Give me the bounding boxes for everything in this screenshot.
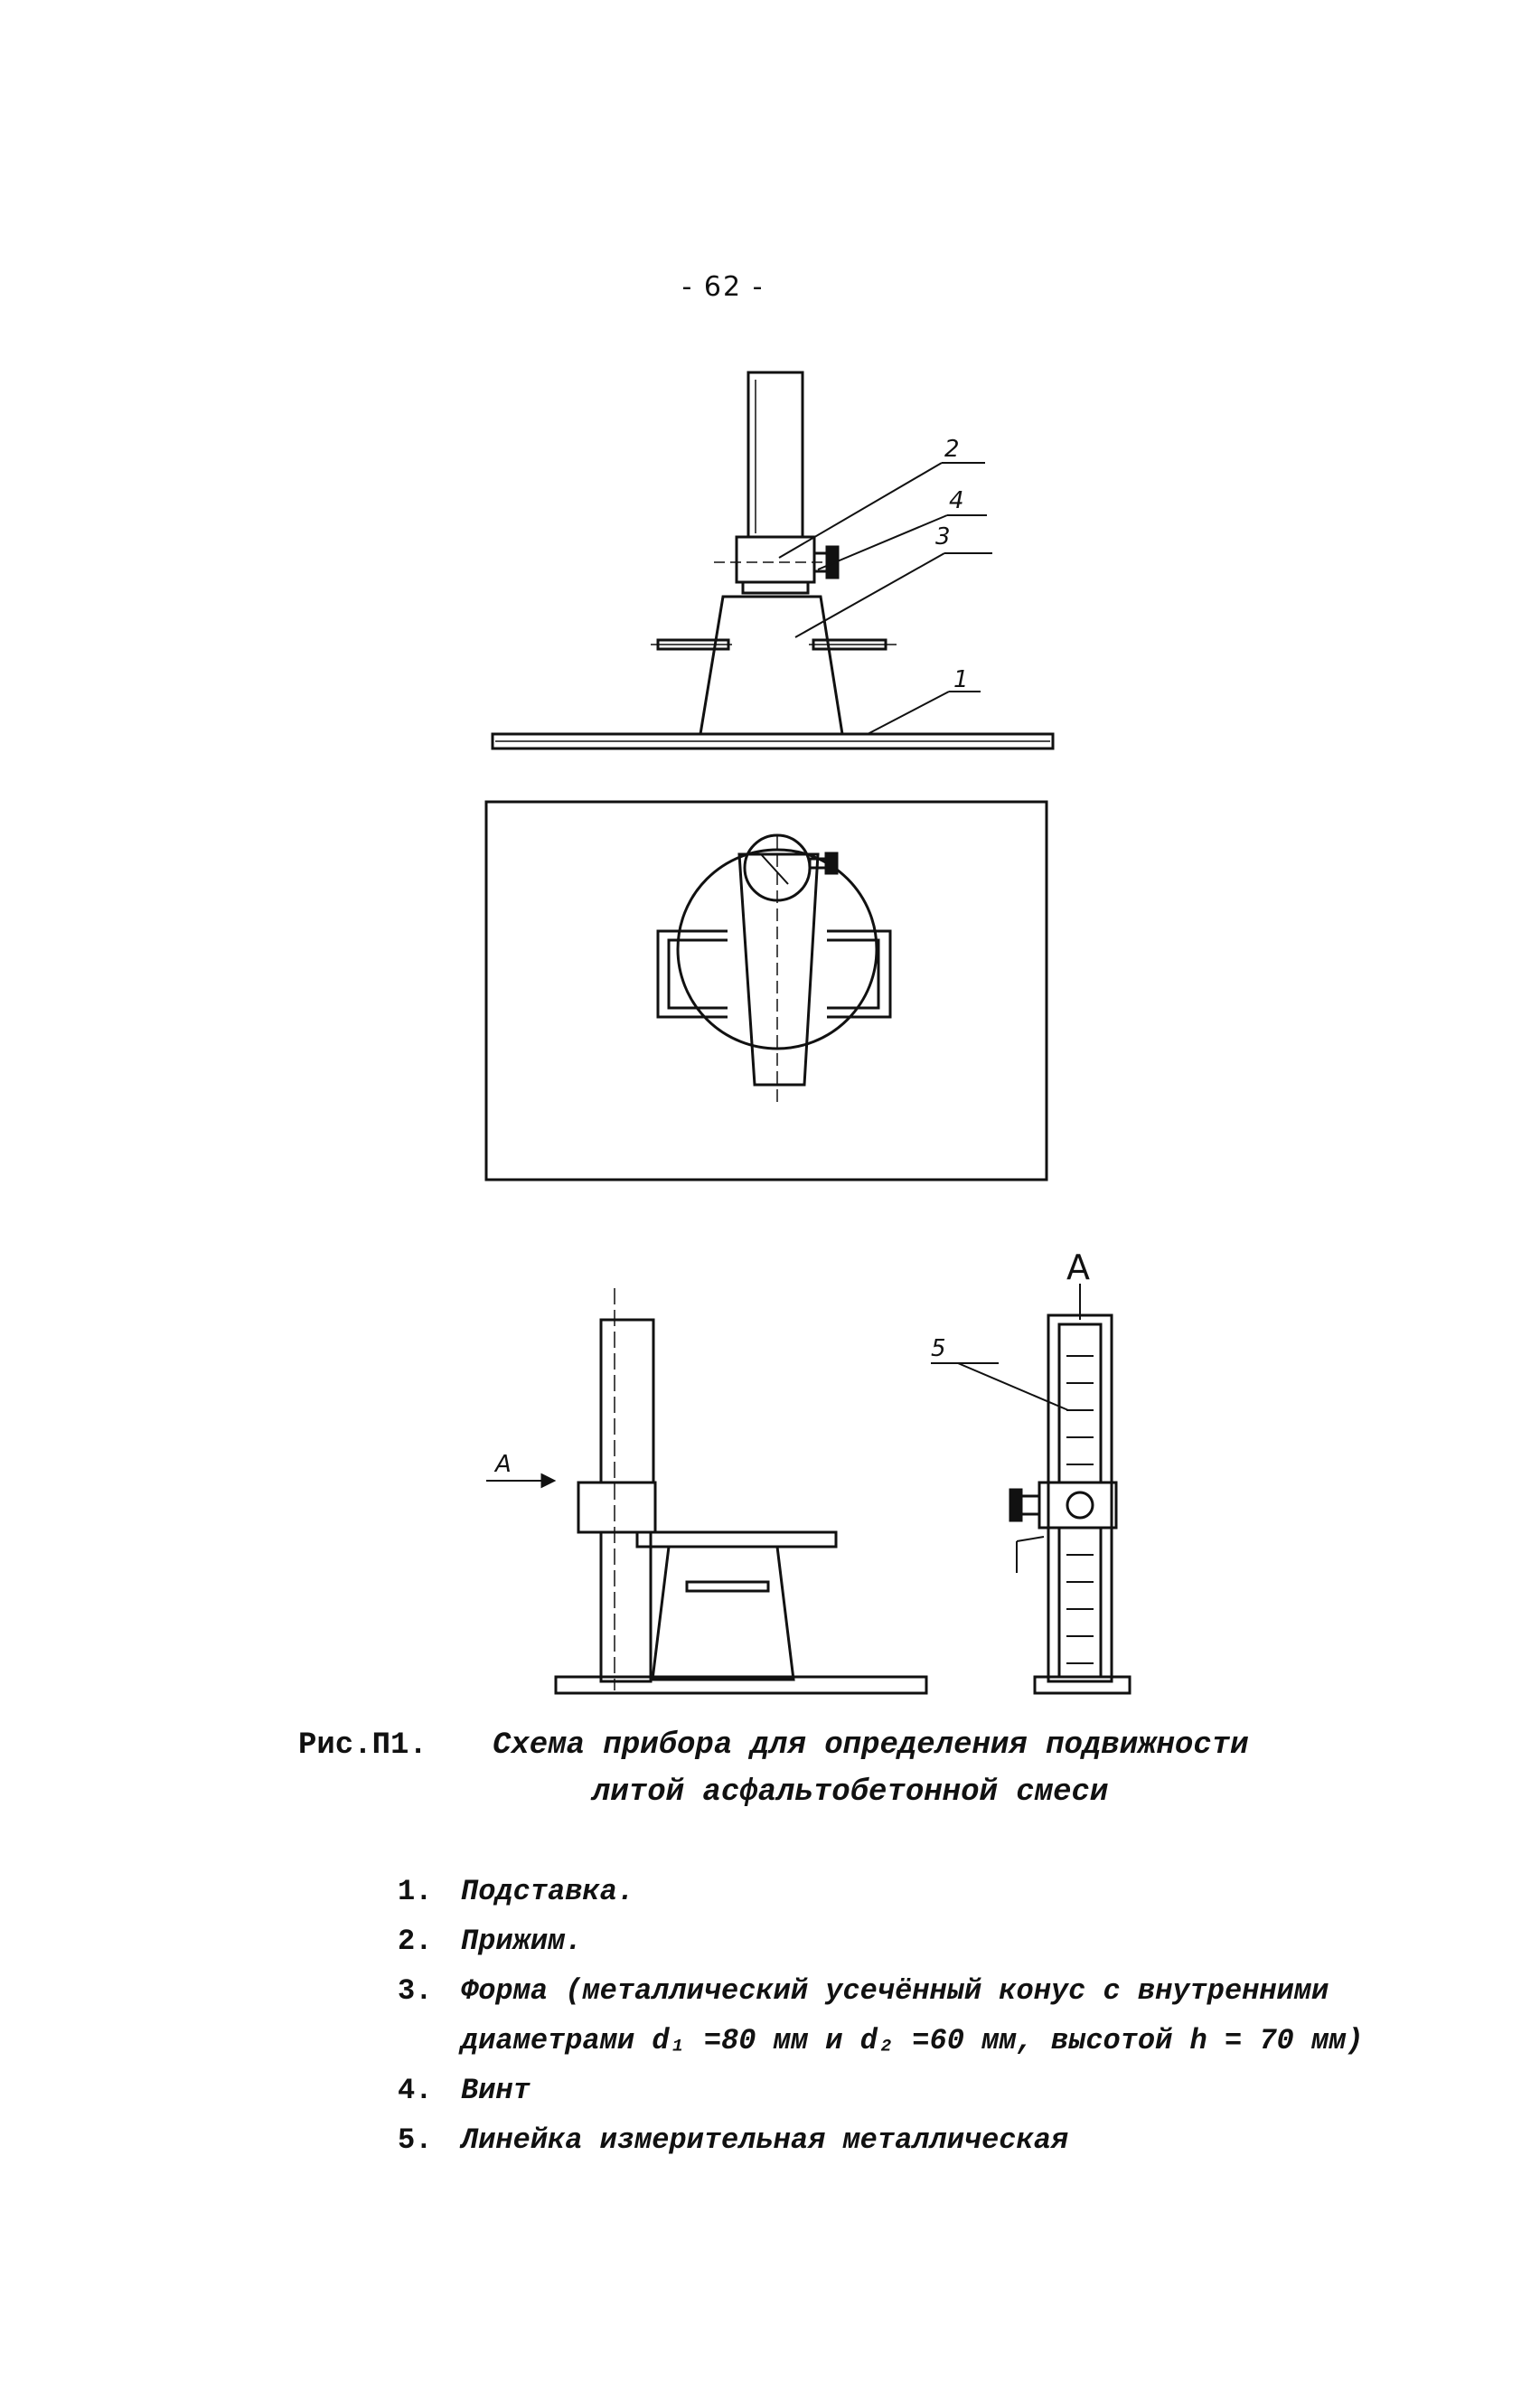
legend-list (398, 1867, 1410, 2165)
legend-item-text: Форма (металлический усечённый конус с внутренними диаметрами d₁ =80 мм и d₂ =60 мм, высотой h = 70 мм) (461, 1974, 1364, 2057)
figure-title (493, 1722, 1378, 1816)
callout-4: 4 (949, 487, 964, 514)
figure-id: Рис.П1. (298, 1728, 427, 1763)
legend-item-number: 3. (398, 1974, 433, 2008)
callout-5: 5 (931, 1335, 946, 1362)
legend-item-number: 1. (398, 1875, 433, 1908)
view-arrow-label: A (495, 1451, 512, 1478)
plan-view (486, 802, 1047, 1180)
legend-item (398, 2066, 1410, 2115)
callout-1: 1 (953, 666, 969, 693)
legend-item-number: 2. (398, 1925, 433, 1958)
side-view (486, 1288, 926, 1693)
legend-item (398, 1916, 1410, 1966)
front-view (493, 372, 1053, 748)
legend-item (398, 1867, 1410, 1916)
legend-item (398, 1966, 1410, 2066)
page-number: - 62 - (681, 271, 765, 303)
callout-3: 3 (935, 523, 951, 551)
legend-item-number: 4. (398, 2074, 433, 2107)
figure-title-line-2: литой асфальтобетонной смеси (592, 1775, 1109, 1810)
legend-item-number: 5. (398, 2123, 433, 2157)
callout-2: 2 (944, 436, 960, 463)
legend-item-text: Подставка. (461, 1875, 635, 1908)
figure-title-line-1: Схема прибора для определения подвижности (493, 1728, 1249, 1763)
ruler-detail-view (931, 1284, 1130, 1693)
legend-item (398, 2115, 1410, 2165)
legend-item-text: Линейка измерительная металлическая (461, 2123, 1069, 2157)
detail-view-label: A (1066, 1247, 1090, 1287)
legend-item-text: Прижим. (461, 1925, 583, 1958)
legend-item-text: Винт (461, 2074, 531, 2107)
